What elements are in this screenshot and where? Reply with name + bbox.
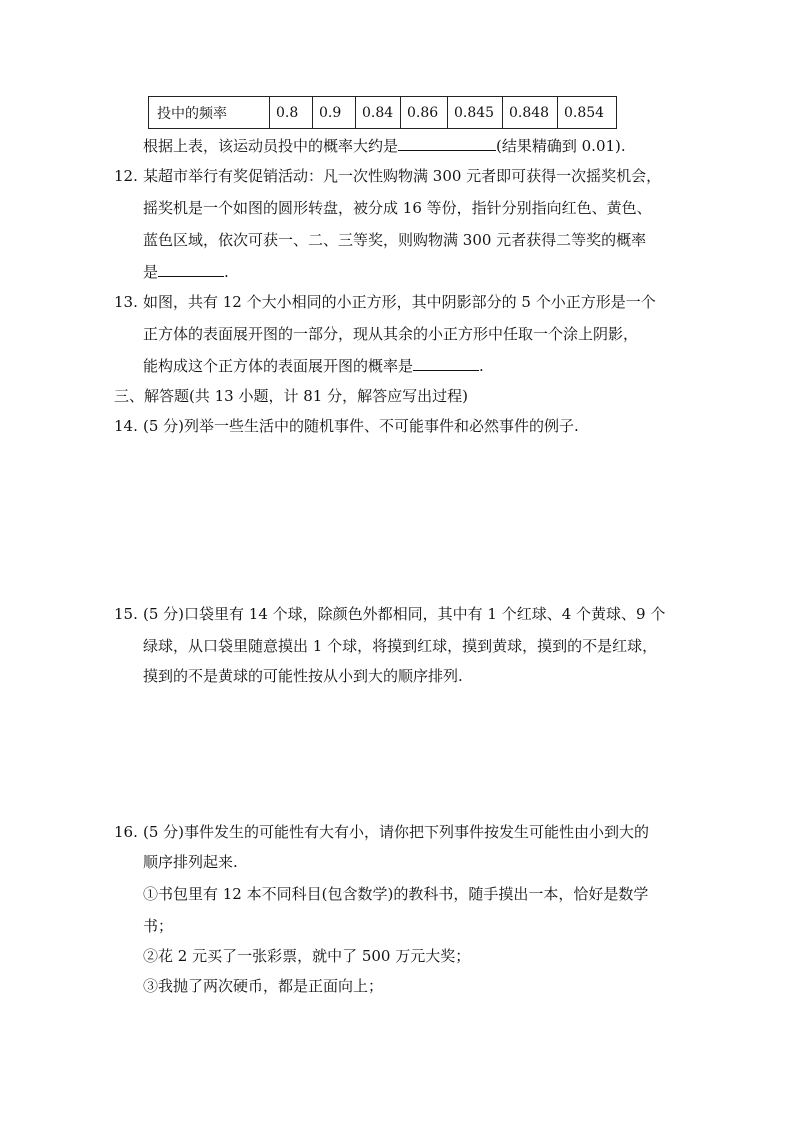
q13-line: 如图，共有 12 个大小相同的小正方形，其中阴影部分的 5 个小正方形是一个 [143,293,656,311]
table-row [149,97,617,129]
answer-blank[interactable] [413,354,479,371]
q15-line: 绿球，从口袋里随意摸出 1 个球，将摸到红球，摸到黄球，摸到的不是红球， [143,637,658,655]
q12-line: 蓝色区域，依次可获一、二、三等奖，则购物满 300 元者获得二等奖的概率 [143,231,647,249]
q16-line: (5 分)事件发生的可能性有大有小，请你把下列事件按发生可能性由小到大的 [143,823,650,841]
question-number-12: 12. [114,167,138,185]
answer-blank[interactable] [398,134,496,151]
q12-answer-line [143,260,229,282]
q15-line: (5 分)口袋里有 14 个球，除颜色外都相同，其中有 1 个红球、4 个黄球、9 个 [143,605,666,623]
q12-line: 某超市举行有奖促销活动：凡一次性购物满 300 元者即可获得一次摇奖机会， [143,167,662,185]
q16-item-2: ②花 2 元买了一张彩票，就中了 500 万元大奖； [143,947,471,965]
table-header-cell: 投中的频率 [149,97,270,129]
table-cell: 0.8 [270,97,313,129]
q16-item-1: ①书包里有 12 本不同科目(包含数学)的教科书，随手摸出一本，恰好是数学 [143,885,649,903]
q12-line: 摇奖机是一个如图的圆形转盘，被分成 16 等份，指针分别指向红色、黄色、 [143,199,652,217]
table-cell: 0.848 [503,97,558,129]
q16-item-1-cont: 书； [143,917,174,935]
q11-answer-line [143,134,626,156]
q11-note: (结果精确到 0.01). [496,137,626,155]
table-cell: 0.86 [401,97,448,129]
q13-period: . [479,357,484,375]
q16-item-3: ③我抛了两次硬币，都是正面向上； [143,977,384,995]
frequency-table [148,96,617,129]
question-number-13: 13. [114,293,138,311]
q14-text: (5 分)列举一些生活中的随机事件、不可能事件和必然事件的例子. [143,417,579,435]
table-cell: 0.845 [448,97,503,129]
q12-text: 是 [143,263,159,281]
table-cell: 0.854 [558,97,617,129]
question-number-14: 14. [114,417,138,435]
q13-answer-line [143,354,484,376]
q15-line: 摸到的不是黄球的可能性按从小到大的顺序排列. [143,667,463,685]
question-number-15: 15. [114,605,138,623]
table-cell: 0.9 [313,97,356,129]
table-cell: 0.84 [356,97,401,129]
q12-period: . [224,263,229,281]
answer-blank[interactable] [158,260,224,277]
q16-line: 顺序排列起来. [143,853,238,871]
section-title: 三、解答题(共 13 小题，计 81 分，解答应写出过程) [114,387,468,405]
q13-line: 正方体的表面展开图的一部分，现从其余的小正方形中任取一个涂上阴影， [143,325,639,343]
q13-text: 能构成这个正方体的表面展开图的概率是 [143,357,414,375]
q11-text: 根据上表，该运动员投中的概率大约是 [143,137,399,155]
question-number-16: 16. [114,823,138,841]
